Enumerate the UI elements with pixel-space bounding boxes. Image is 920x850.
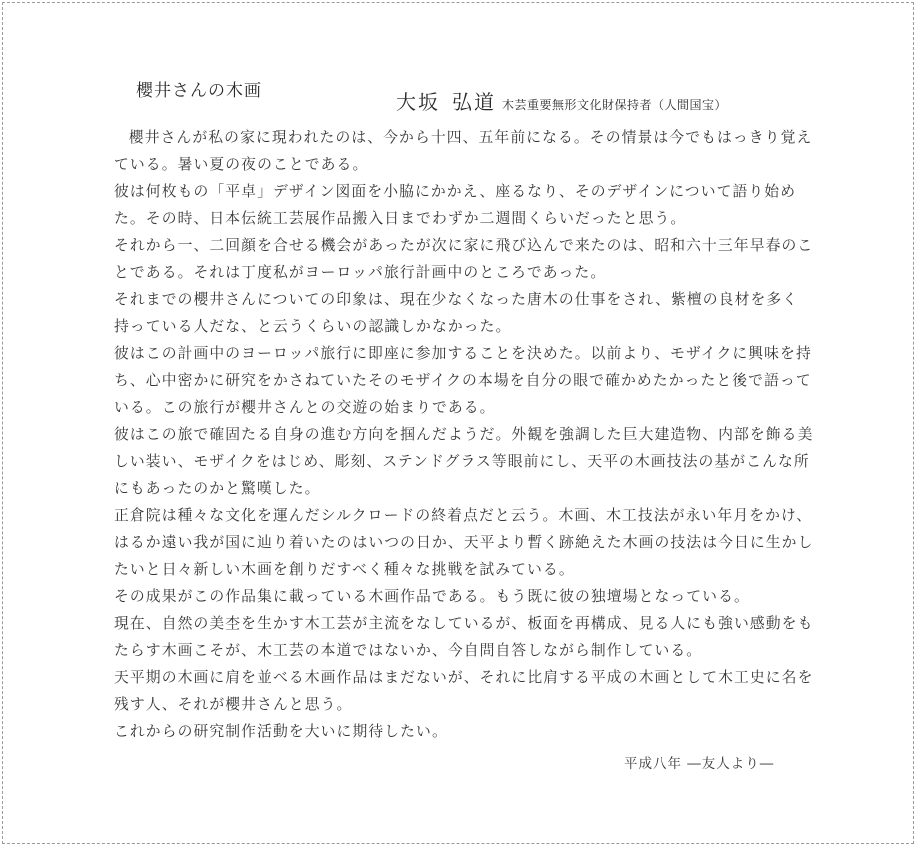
paragraph: 彼は何枚もの「平卓」デザイン図面を小脇にかかえ、座るなり、そのデザインについて語り始めた。その時、日本伝統工芸展作品搬入日までわずか二週間くらいだったと思う。	[114, 183, 797, 227]
paragraph: 正倉院は種々な文化を運んだシルクロードの終着点だと云う。木画、木工技法が永い年月をかけ、はるか遠い我が国に辿り着いたのはいつの日か、天平より暫く跡絶えた木画の技法は今日に生かしたいと日々新しい木画を創りだすべく種々な挑戦を試みている。	[114, 507, 814, 578]
paragraph: それまでの櫻井さんについての印象は、現在少なくなった唐木の仕事をされ、紫檀の良材を多く持っている人だな、と云うくらいの認識しかなかった。	[114, 291, 799, 335]
signature: 平成八年 ―友人より―	[624, 756, 775, 772]
article-body	[114, 124, 814, 745]
author-family-name: 大坂	[396, 90, 440, 114]
paragraph: それから一、二回顔を合せる機会があったが次に家に飛び込んで来たのは、昭和六十三年早春のことである。それは丁度私がヨーロッパ旅行計画中のところであった。	[114, 237, 814, 281]
author-byline	[396, 86, 727, 115]
paragraph: その成果がこの作品集に載っている木画作品である。もう既に彼の独壇場となっている。	[114, 588, 750, 605]
paragraph: これからの研究制作活動を大いに期待したい。	[114, 723, 448, 740]
author-role: 木芸重要無形文化財保持者（人間国宝）	[502, 98, 728, 112]
paragraph: 天平期の木画に肩を並べる木画作品はまだないが、それに比肩する平成の木画として木工史に名を残す人、それが櫻井さんと思う。	[114, 669, 814, 713]
paragraph: 櫻井さんが私の家に現われたのは、今から十四、五年前になる。その情景は今でもはっきり覚えている。暑い夏の夜のことである。	[114, 129, 813, 173]
article-title: 櫻井さんの木画	[136, 81, 262, 101]
paragraph: 彼はこの旅で確固たる自身の進む方向を掴んだようだ。外観を強調した巨大建造物、内部を飾る美しい装い、モザイクをはじめ、彫刻、ステンドグラス等眼前にし、天平の木画技法の基がこんな所にもあったのかと驚嘆した。	[114, 426, 814, 497]
author-given-name: 弘道	[452, 90, 496, 114]
paragraph: 現在、自然の美杢を生かす木工芸が主流をなしているが、板面を再構成、見る人にも強い感動をもたらす木画こそが、木工芸の本道ではないか、今自問自答しながら制作している。	[114, 615, 814, 659]
paragraph: 彼はこの計画中のヨーロッパ旅行に即座に参加することを決めた。以前より、モザイクに興味を持ち、心中密かに研究をかさねていたそのモザイクの本場を自分の眼で確かめたかったと後で語っている。この旅行が櫻井さんとの交遊の始まりである。	[114, 345, 812, 416]
